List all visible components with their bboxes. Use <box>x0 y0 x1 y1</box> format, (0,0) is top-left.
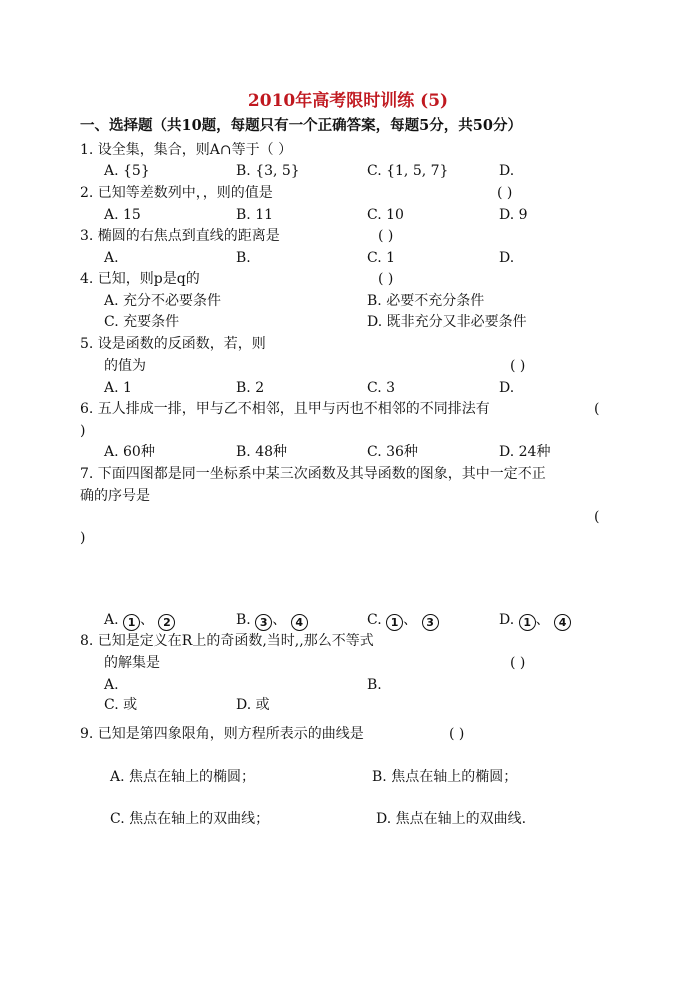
option-a: A. 1 <box>104 380 132 396</box>
option-c: C. 3 <box>367 380 396 396</box>
option-c: C. 1 、 3 <box>367 611 439 631</box>
question-stem: 9. 已知是第四象限角，则方程所表示的曲线是 <box>80 726 364 742</box>
option-a: A. 充分不必要条件 <box>104 293 222 309</box>
question-stem-continued: 的解集是 <box>104 655 160 671</box>
circled-number-3-icon: 3 <box>422 614 439 631</box>
option-d: D. <box>499 380 515 396</box>
question-stem-continued: 确的序号是 <box>80 488 150 504</box>
option-c: C. 充要条件 <box>104 314 180 330</box>
question-stem: 1. 设全集，集合，则A∩等于（ ） <box>80 142 293 158</box>
circled-number-1-icon: 1 <box>519 614 536 631</box>
option-d: D. 或 <box>236 697 270 713</box>
circled-number-3-icon: 3 <box>255 614 272 631</box>
option-d: D. 1 、 4 <box>499 611 571 631</box>
option-b: B. 3 、 4 <box>236 611 308 631</box>
question-stem: 2. 已知等差数列中，，则的值是 <box>80 185 273 201</box>
option-b: B. 2 <box>236 380 265 396</box>
answer-paren-open: ( <box>594 509 600 525</box>
answer-paren: ( ) <box>510 655 526 671</box>
question-stem: 3. 椭圆的右焦点到直线的距离是 <box>80 228 280 244</box>
option-d: D. 既非充分又非必要条件 <box>367 314 527 330</box>
option-d: D. <box>499 250 515 266</box>
option-b: B. <box>367 677 382 693</box>
circled-number-2-icon: 2 <box>158 614 175 631</box>
answer-paren-open: ( <box>594 401 600 417</box>
question-stem-continued: 的值为 <box>104 358 146 374</box>
question-stem: 7. 下面四图都是同一坐标系中某三次函数及其导函数的图象，其中一定不正 <box>80 466 546 482</box>
question-stem: 4. 已知，则p是q的 <box>80 271 200 287</box>
option-c: C. {1, 5, 7} <box>367 163 449 179</box>
answer-paren: ( ) <box>449 726 465 742</box>
option-c: C. 或 <box>104 697 138 713</box>
option-a: A. 焦点在轴上的椭圆； <box>110 769 256 785</box>
answer-paren: ( ) <box>497 185 513 201</box>
option-b: B. 焦点在轴上的椭圆； <box>372 769 518 785</box>
option-b: B. {3, 5} <box>236 163 300 179</box>
section-heading: 一、选择题（共10题，每题只有一个正确答案，每题5分，共50分） <box>80 117 522 134</box>
answer-paren-close: ) <box>80 530 86 546</box>
option-c: C. 焦点在轴上的双曲线； <box>110 811 270 827</box>
circled-number-1-icon: 1 <box>123 614 140 631</box>
answer-paren: ( ) <box>510 358 526 374</box>
option-a: A. 15 <box>104 207 141 223</box>
option-c: C. 1 <box>367 250 396 266</box>
answer-paren-close: ) <box>80 423 86 439</box>
option-b: B. 必要不充分条件 <box>367 293 485 309</box>
option-a: A. {5} <box>104 163 150 179</box>
circled-number-1-icon: 1 <box>386 614 403 631</box>
option-d: D. 焦点在轴上的双曲线. <box>376 811 527 827</box>
answer-paren: ( ) <box>378 271 394 287</box>
question-stem: 6. 五人排成一排，甲与乙不相邻，且甲与丙也不相邻的不同排法有 <box>80 401 490 417</box>
option-b: B. <box>236 250 251 266</box>
question-stem: 5. 设是函数的反函数，若，则 <box>80 336 266 352</box>
option-a: A. <box>104 677 119 693</box>
option-d: D. <box>499 163 515 179</box>
question-stem: 8. 已知是定义在R上的奇函数,当时,,那么不等式 <box>80 633 374 649</box>
option-d: D. 9 <box>499 207 528 223</box>
option-a: A. 60种 <box>104 444 155 460</box>
page-title: 2010年高考限时训练 (5) <box>247 91 449 111</box>
option-c: C. 36种 <box>367 444 418 460</box>
option-d: D. 24种 <box>499 444 551 460</box>
answer-paren: ( ) <box>378 228 394 244</box>
option-b: B. 48种 <box>236 444 288 460</box>
option-a: A. 1 、 2 <box>104 611 175 631</box>
circled-number-4-icon: 4 <box>554 614 571 631</box>
option-c: C. 10 <box>367 207 404 223</box>
option-b: B. 11 <box>236 207 274 223</box>
option-a: A. <box>104 250 119 266</box>
circled-number-4-icon: 4 <box>291 614 308 631</box>
